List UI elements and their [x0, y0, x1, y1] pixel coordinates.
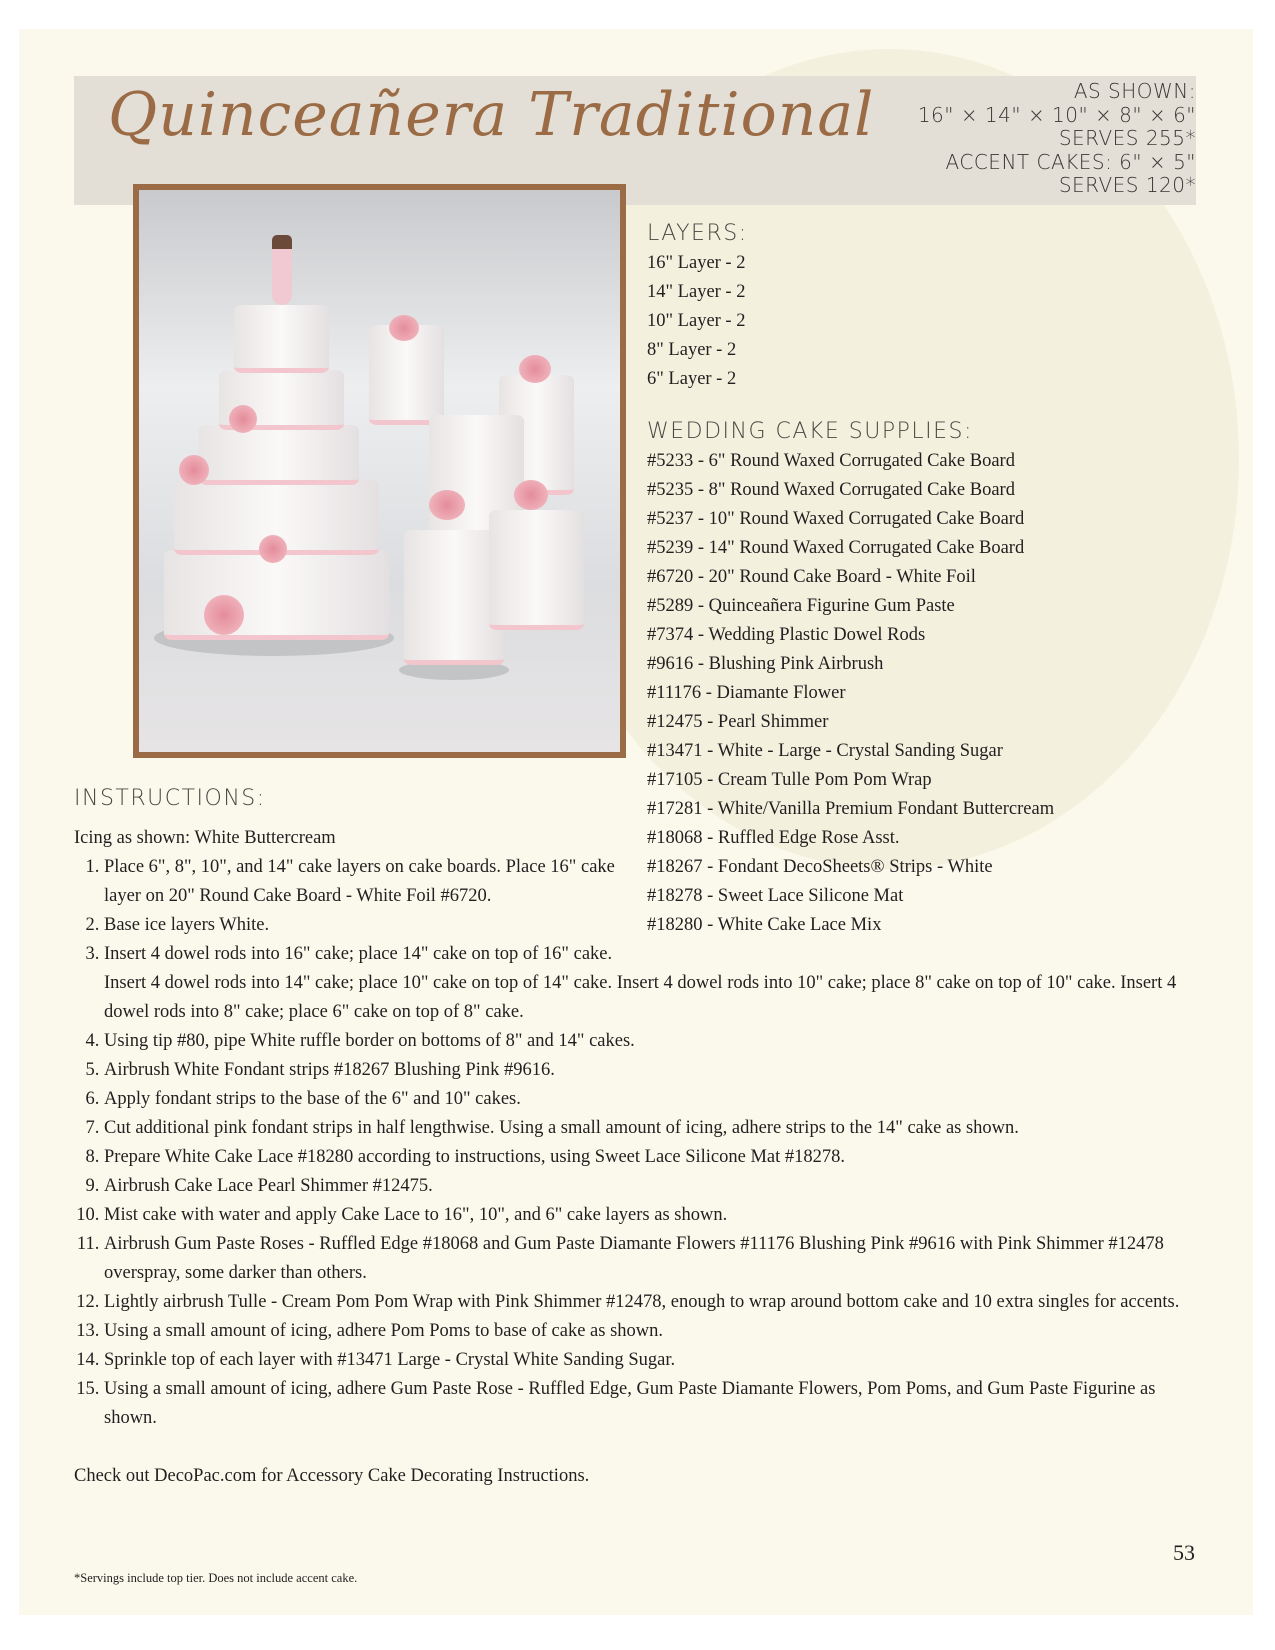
step: 4. Using tip #80, pipe White ruffle border on bottoms of 8" and 14" cakes.	[104, 1027, 1184, 1056]
step: 1. Place 6", 8", 10", and 14" cake layers on cake boards. Place 16" cake layer on 20" Round Cake Board - White Foil #6720.	[104, 853, 644, 911]
accent-servings: SERVES 120*	[1058, 173, 1196, 197]
step: 13. Using a small amount of icing, adhere Pom Poms to base of cake as shown.	[104, 1317, 1184, 1346]
list-item: #6720 - 20" Round Cake Board - White Foil	[647, 567, 976, 587]
step-text: Insert 4 dowel rods into 14" cake; place 10" cake on top of 14" cake. Insert 4 dowel rods into 10" cake; place 8" cake on top of 10" cake. Insert 4 dowel rods into 8" cake; place 6" cake on top of 8" cake.	[104, 973, 1177, 1022]
icing-note: Icing as shown: White Buttercream	[74, 828, 336, 848]
step: 7. Cut additional pink fondant strips in half lengthwise. Using a small amount of icing, adhere strips to the 14" cake as shown.	[104, 1114, 1184, 1143]
step: 2. Base ice layers White.	[104, 911, 1184, 940]
tier-sizes: 16" × 14" × 10" × 8" × 6"	[917, 102, 1196, 127]
list-item: #17105 - Cream Tulle Pom Pom Wrap	[647, 770, 932, 790]
list-item: #13471 - White - Large - Crystal Sanding Sugar	[647, 741, 1003, 761]
servings: SERVES 255*	[1058, 126, 1196, 150]
layers-list	[647, 249, 745, 394]
list-item: 14" Layer - 2	[647, 282, 746, 302]
list-item: 8" Layer - 2	[647, 340, 737, 360]
list-item: 6" Layer - 2	[647, 369, 737, 389]
list-item: #17281 - White/Vanilla Premium Fondant Buttercream	[647, 799, 1055, 819]
step: 6. Apply fondant strips to the base of the 6" and 10" cakes.	[104, 1085, 1184, 1114]
closing-link-text: Check out DecoPac.com for Accessory Cake Decorating Instructions.	[74, 1466, 590, 1486]
list-item: 10" Layer - 2	[647, 311, 746, 331]
list-item: #18068 - Ruffled Edge Rose Asst.	[647, 828, 900, 848]
list-item: #11176 - Diamante Flower	[647, 683, 846, 703]
step: 11. Airbrush Gum Paste Roses - Ruffled Edge #18068 and Gum Paste Diamante Flowers #11176 Blushing Pink #9616 with Pink Shimmer #12478 overspray, some darker than others.	[104, 1230, 1184, 1288]
step: 14. Sprinkle top of each layer with #13471 Large - Crystal White Sanding Sugar.	[104, 1346, 1184, 1375]
page-title: Quinceañera Traditional	[108, 80, 875, 150]
list-item: #5289 - Quinceañera Figurine Gum Paste	[647, 596, 955, 616]
footnote: *Servings include top tier. Does not include accent cake.	[74, 1571, 358, 1585]
list-item: #5239 - 14" Round Waxed Corrugated Cake Board	[647, 538, 1025, 558]
as-shown-info	[918, 80, 1196, 198]
step: 15. Using a small amount of icing, adhere Gum Paste Rose - Ruffled Edge, Gum Paste Diamante Flowers, Pom Poms, and Gum Paste Figurine as shown.	[104, 1375, 1184, 1433]
list-item: #5237 - 10" Round Waxed Corrugated Cake Board	[647, 509, 1025, 529]
list-item: #7374 - Wedding Plastic Dowel Rods	[647, 625, 926, 645]
accent-cakes: ACCENT CAKES: 6" × 5"	[945, 149, 1196, 174]
supplies-heading: WEDDING CAKE SUPPLIES:	[647, 419, 973, 444]
cake-photo	[133, 184, 626, 758]
list-item: #5235 - 8" Round Waxed Corrugated Cake Board	[647, 480, 1015, 500]
list-item: #18267 - Fondant DecoSheets® Strips - White	[647, 857, 993, 877]
step: 9. Airbrush Cake Lace Pearl Shimmer #12475.	[104, 1172, 1184, 1201]
step	[104, 940, 1184, 1027]
page-number: 53	[1173, 1540, 1195, 1565]
list-item: #12475 - Pearl Shimmer	[647, 712, 829, 732]
step: 5. Airbrush White Fondant strips #18267 Blushing Pink #9616.	[104, 1056, 1184, 1085]
step: 8. Prepare White Cake Lace #18280 according to instructions, using Sweet Lace Silicone Mat #18278.	[104, 1143, 1184, 1172]
list-item: #9616 - Blushing Pink Airbrush	[647, 654, 884, 674]
list-item: 16" Layer - 2	[647, 253, 746, 273]
instructions	[74, 824, 1184, 1491]
as-shown-label: AS SHOWN:	[1073, 79, 1196, 103]
instructions-heading: INSTRUCTIONS:	[74, 786, 266, 811]
step: 10. Mist cake with water and apply Cake Lace to 16", 10", and 6" cake layers as shown.	[104, 1201, 1184, 1230]
list-item: #18280 - White Cake Lace Mix	[647, 915, 882, 935]
list-item: #18278 - Sweet Lace Silicone Mat	[647, 886, 904, 906]
list-item: #5233 - 6" Round Waxed Corrugated Cake Board	[647, 451, 1015, 471]
step: 12. Lightly airbrush Tulle - Cream Pom Pom Wrap with Pink Shimmer #12478, enough to wrap around bottom cake and 10 extra singles for accents.	[104, 1288, 1184, 1317]
layers-heading: LAYERS:	[647, 221, 748, 246]
step-text: Insert 4 dowel rods into 16" cake; place 14" cake on top of 16" cake.	[104, 944, 613, 964]
